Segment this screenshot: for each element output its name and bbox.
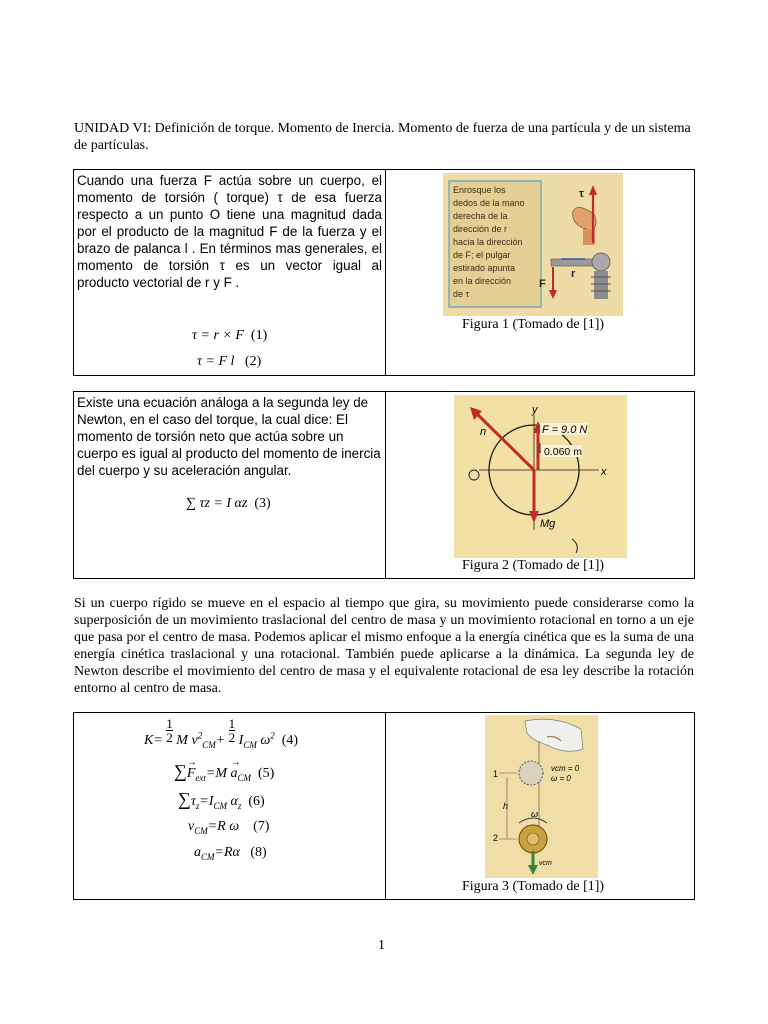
- figure-2-cell: [386, 392, 694, 578]
- figure-3-image: [485, 715, 598, 878]
- figure-1-label-line-6: de F; el pulgar: [453, 250, 511, 260]
- equation-7: $v_{CM}=R$ ω (7): [188, 819, 270, 836]
- equation-6: $\sum\tau_z=I_{CM}$ $\alpha_z$ (6): [178, 789, 265, 811]
- figure-1-cell: [386, 170, 694, 375]
- equation-8: $a_{CM}=R\alpha$ (8): [194, 845, 267, 862]
- figure-2-image: [454, 395, 627, 558]
- equation-2-expr: τ = F l: [197, 354, 235, 369]
- equations-cell: [74, 713, 386, 899]
- figure-3-vcm-arrow-label: vcm: [539, 860, 552, 867]
- equation-3: [186, 496, 271, 512]
- figure-1-r-label: r: [571, 268, 576, 280]
- figure-3-caption: Figura 3 (Tomado de [1]): [462, 879, 605, 894]
- equation-8-number: (8): [250, 845, 267, 860]
- figure-2-force-label: F = 9.0 N: [542, 424, 588, 436]
- figure-2-n-label: n: [480, 426, 487, 438]
- equation-5: ∑→ $F_{ext}=M \to a_{CM}$ (5): [174, 761, 274, 783]
- equation-7-number: (7): [253, 819, 270, 834]
- newton-torque-text-cell: [74, 392, 386, 578]
- torque-definition-text: Cuando una fuerza F actúa sobre un cuerpo, el momento de torsión ( torque) τ de esa fuerza respecto a un punto O tiene una magnitud dada por el producto de la magnitud F de la fuerza y el brazo de palanca l . En términos mas generales, el momento de torsión τ es un vector igual al producto vectorial de r y F .: [77, 173, 382, 290]
- figure-3-level-2: 2: [493, 833, 499, 843]
- torque-definition-text-cell: [74, 170, 386, 375]
- figure-1-label-line-4: dirección de r: [453, 224, 508, 234]
- figure-1-image: [443, 173, 623, 316]
- page-number: 1: [378, 938, 385, 953]
- figure-1-label-line-7: estirado apunta: [453, 263, 516, 273]
- equation-1-expr: τ = r × F: [192, 328, 244, 343]
- figure-1-label-line-5: hacia la dirección: [453, 237, 523, 247]
- page-title: UNIDAD VI: Definición de torque. Momento de Inercia. Momento de fuerza de una partícula y de un sistema de partículas.: [74, 121, 691, 153]
- figure-2-mg-label: Mg: [540, 518, 556, 530]
- equation-6-number: (6): [248, 794, 265, 809]
- figure-2-y-label: y: [532, 404, 538, 416]
- equation-1: [192, 328, 267, 344]
- equation-2: [197, 354, 261, 370]
- figure-1-caption: Figura 1 (Tomado de [1]): [462, 317, 605, 332]
- figure-1-label-line-8: en la dirección: [453, 276, 512, 286]
- figure-3-omega-label: ω: [531, 809, 539, 819]
- equation-5-number: (5): [258, 766, 275, 781]
- figure-1-label-line-1: Enrosque los: [453, 185, 506, 195]
- equation-1-number: (1): [250, 328, 268, 343]
- figure-1-F-label: F: [539, 278, 546, 290]
- rigid-body-paragraph: Si un cuerpo rígido se mueve en el espacio al tiempo que gira, su movimiento puede considerarse como la superposición de un movimiento traslacional del centro de masa y un movimiento rotacional en torno a un eje que pasa por el centro de masa. Podemos aplicar el mismo enfoque a la energía cinética que es la suma de una energía cinética traslacional y una rotacional. También puede aplicarse a la dinámica. La segunda ley de Newton describe el movimiento del centro de masa y el equivalente rotacional de esa ley describe la rotación entorno al centro de masa.: [74, 596, 694, 696]
- figure-1-label-line-2: dedos de la mano: [453, 198, 525, 208]
- newton-torque-text: Existe una ecuación análoga a la segunda ley de Newton, en el caso del torque, la cual dice: El momento de torsión neto que actúa sobre un cuerpo es igual al producto del momento de inercia del cuerpo y su aceleración angular.: [77, 395, 381, 478]
- equation-2-number: (2): [244, 354, 262, 369]
- equation-4-number: (4): [281, 732, 299, 748]
- figure-1-tau-label: τ: [579, 188, 584, 200]
- equation-4: K= 1 2 M $v^2_{CM}+ 1$ 2 $I_{CM}$ $\omega^2$ (4): [144, 716, 299, 750]
- figure-3-h-label: h: [503, 801, 509, 811]
- figure-1-label-line-9: de τ: [453, 289, 470, 299]
- figure-2-caption: Figura 2 (Tomado de [1]): [462, 558, 605, 573]
- figure-2-x-label: x: [601, 466, 607, 478]
- figure-1-label-line-3: derecha de la: [453, 211, 508, 221]
- figure-3-level-1: 1: [493, 769, 499, 779]
- figure-3-omega-zero-label: ω = 0: [551, 774, 571, 783]
- equation-3-number: (3): [254, 496, 271, 511]
- figure-3-cell: [386, 713, 694, 899]
- rigid-body-equations-box: [73, 712, 695, 900]
- figure-3-vcm-label: vcm = 0: [551, 764, 580, 773]
- figure-2-distance-label: 0.060 m: [544, 446, 582, 458]
- equation-3-expr: ∑ τz = I αz: [186, 496, 248, 511]
- torque-definition-box: [73, 169, 695, 376]
- newton-torque-box: [73, 391, 695, 579]
